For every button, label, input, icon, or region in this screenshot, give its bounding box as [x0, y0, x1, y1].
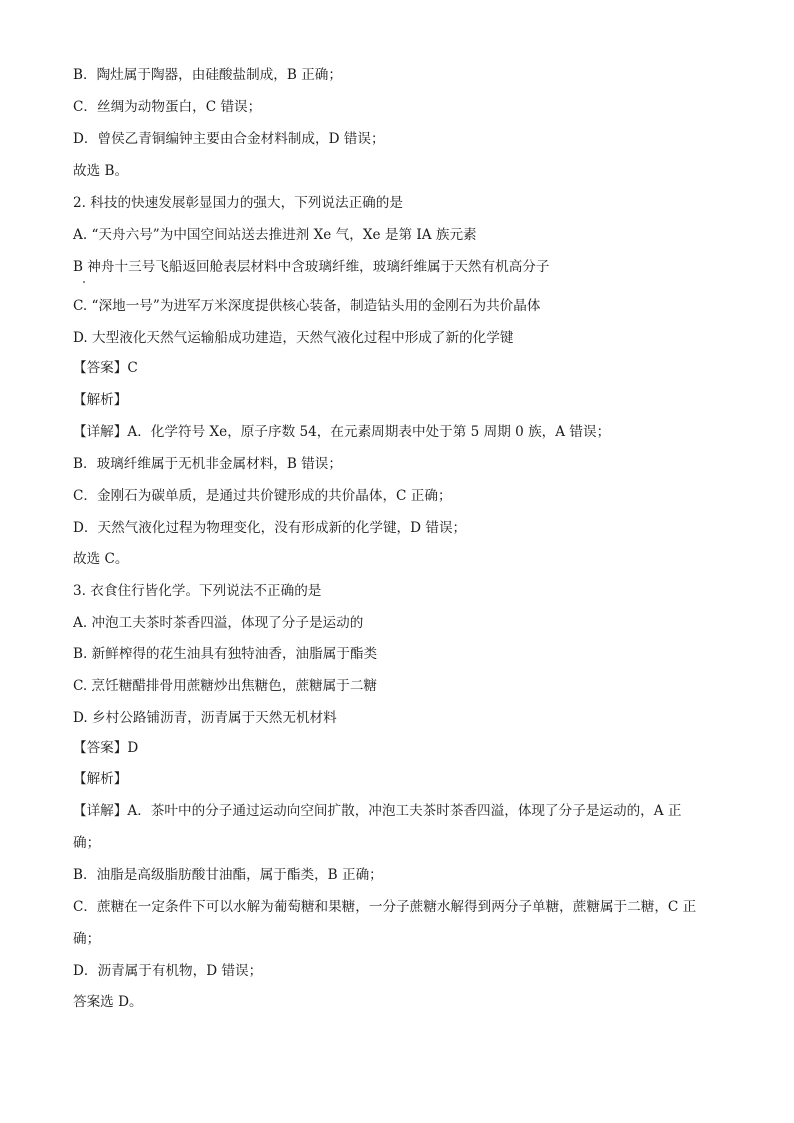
- conclusion-line: 答案选 D。: [73, 994, 143, 1010]
- option-b: B. 新鲜榨得的花生油具有独特油香，油脂属于酯类: [73, 646, 378, 662]
- explanation-line: D．沥青属于有机物，D 错误；: [73, 963, 263, 979]
- explanation-line: C．金刚石为碳单质，是通过共价键形成的共价晶体，C 正确；: [73, 488, 452, 504]
- option-a: A. “天舟六号”为中国空间站送去推进剂 Xe 气，Xe 是第 IA 族元素: [73, 227, 477, 243]
- explanation-line: 确；: [73, 835, 101, 851]
- explanation-line: C．蔗糖在一定条件下可以水解为葡萄糖和果糖，一分子蔗糖水解得到两分子单糖，蔗糖属于二糖，C 正: [73, 899, 697, 915]
- text-line: 故选 B。: [73, 163, 129, 179]
- question-stem: 3. 衣食住行皆化学。下列说法不正确的是: [73, 583, 322, 599]
- question-stem: 2. 科技的快速发展彰显国力的强大，下列说法正确的是: [73, 195, 403, 211]
- conclusion-line: 故选 C。: [73, 551, 129, 567]
- analysis-heading: 【解析】: [73, 392, 128, 408]
- option-d: D. 乡村公路铺沥青，沥青属于天然无机材料: [73, 710, 337, 726]
- stray-dot: [83, 281, 85, 283]
- explanation-line: 【详解】A．茶叶中的分子通过运动向空间扩散，冲泡工夫茶时茶香四溢，体现了分子是运动的，A 正: [73, 803, 682, 819]
- explanation-line: 确；: [73, 931, 101, 947]
- answer-line: 【答案】D: [73, 740, 139, 756]
- option-c: C. “深地一号”为进军万米深度提供核心装备，制造钻头用的金刚石为共价晶体: [73, 298, 541, 314]
- explanation-line: B．油脂是高级脂肪酸甘油酯，属于酯类，B 正确；: [73, 867, 383, 883]
- explanation-line: 【详解】A．化学符号 Xe，原子序数 54，在元素周期表中处于第 5 周期 0 族，A 错误；: [73, 424, 611, 440]
- option-b: B 神舟十三号飞船返回舱表层材料中含玻璃纤维，玻璃纤维属于天然有机高分子: [73, 259, 550, 275]
- text-line: C．丝绸为动物蛋白，C 错误；: [73, 99, 262, 115]
- answer-line: 【答案】C: [73, 360, 138, 376]
- text-line: D．曾侯乙青铜编钟主要由合金材料制成，D 错误；: [73, 131, 385, 147]
- option-d: D. 大型液化天然气运输船成功建造，天然气液化过程中形成了新的化学键: [73, 330, 514, 346]
- text-line: B．陶灶属于陶器，由硅酸盐制成，B 正确；: [73, 67, 342, 83]
- explanation-line: B．玻璃纤维属于无机非金属材料，B 错误；: [73, 456, 342, 472]
- explanation-line: D．天然气液化过程为物理变化，没有形成新的化学键，D 错误；: [73, 520, 467, 536]
- analysis-heading: 【解析】: [73, 771, 128, 787]
- option-a: A. 冲泡工夫茶时茶香四溢，体现了分子是运动的: [73, 615, 364, 631]
- option-c: C. 烹饪糖醋排骨用蔗糖炒出焦糖色，蔗糖属于二糖: [73, 678, 378, 694]
